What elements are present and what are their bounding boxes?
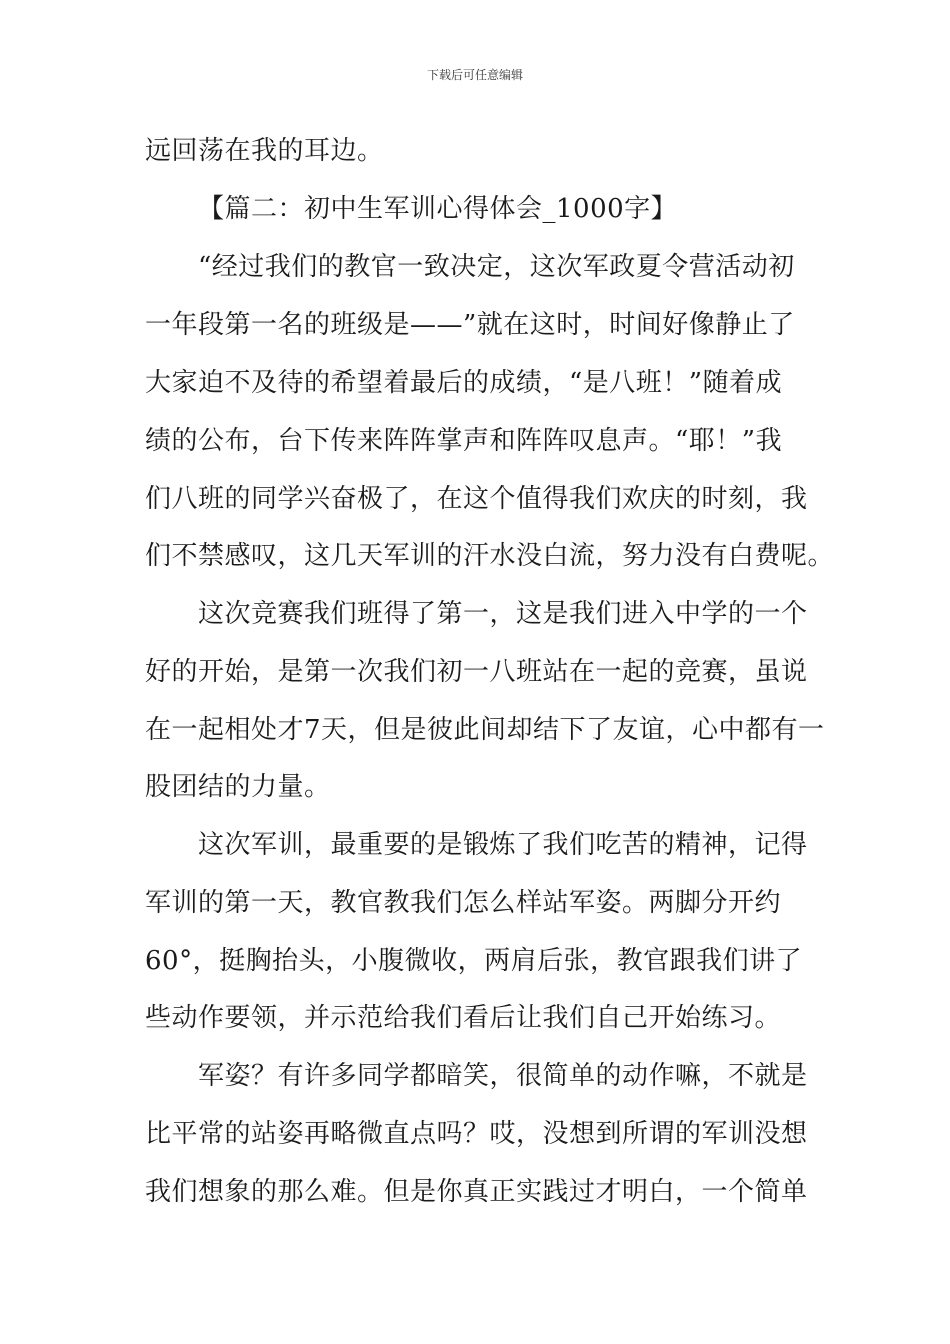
text-line: 这次竞赛我们班得了第一，这是我们进入中学的一个 — [198, 599, 808, 629]
section-heading: 【篇二：初中生军训心得体会_1000字】 — [198, 194, 678, 224]
text-line: 股团结的力量。 — [145, 772, 331, 802]
text-line: “经过我们的教官一致决定，这次军政夏令营活动初 — [198, 252, 795, 282]
text-line: 这次军训，最重要的是锻炼了我们吃苦的精神，记得 — [198, 830, 808, 860]
text-line: 我们想象的那么难。但是你真正实践过才明白，一个简单 — [145, 1177, 808, 1207]
text-line: 好的开始，是第一次我们初一八班站在一起的竞赛，虽说 — [145, 657, 808, 687]
text-line: 们不禁感叹，这几天军训的汗水没白流，努力没有白费呢。 — [145, 541, 835, 571]
text-line: 远回荡在我的耳边。 — [145, 136, 384, 166]
page-header: 下载后可任意编辑 — [426, 68, 523, 82]
text-line: 们八班的同学兴奋极了，在这个值得我们欢庆的时刻，我 — [145, 484, 808, 514]
text-line: 一年段第一名的班级是——”就在这时，时间好像静止了 — [145, 310, 795, 340]
text-line: 些动作要领，并示范给我们看后让我们自己开始练习。 — [145, 1003, 782, 1033]
text-line: 大家迫不及待的希望着最后的成绩，“是八班！”随着成 — [145, 368, 783, 398]
text-line: 绩的公布，台下传来阵阵掌声和阵阵叹息声。“耶！”我 — [145, 426, 783, 456]
text-line: 在一起相处才7天，但是彼此间却结下了友谊，心中都有一 — [145, 715, 825, 745]
text-line: 60°，挺胸抬头，小腹微收，两肩后张，教官跟我们讲了 — [145, 946, 803, 976]
text-line: 军训的第一天，教官教我们怎么样站军姿。两脚分开约 — [145, 888, 782, 918]
text-line: 军姿？有许多同学都暗笑，很简单的动作嘛，不就是 — [198, 1061, 808, 1091]
text-line: 比平常的站姿再略微直点吗？哎，没想到所谓的军训没想 — [145, 1119, 808, 1149]
